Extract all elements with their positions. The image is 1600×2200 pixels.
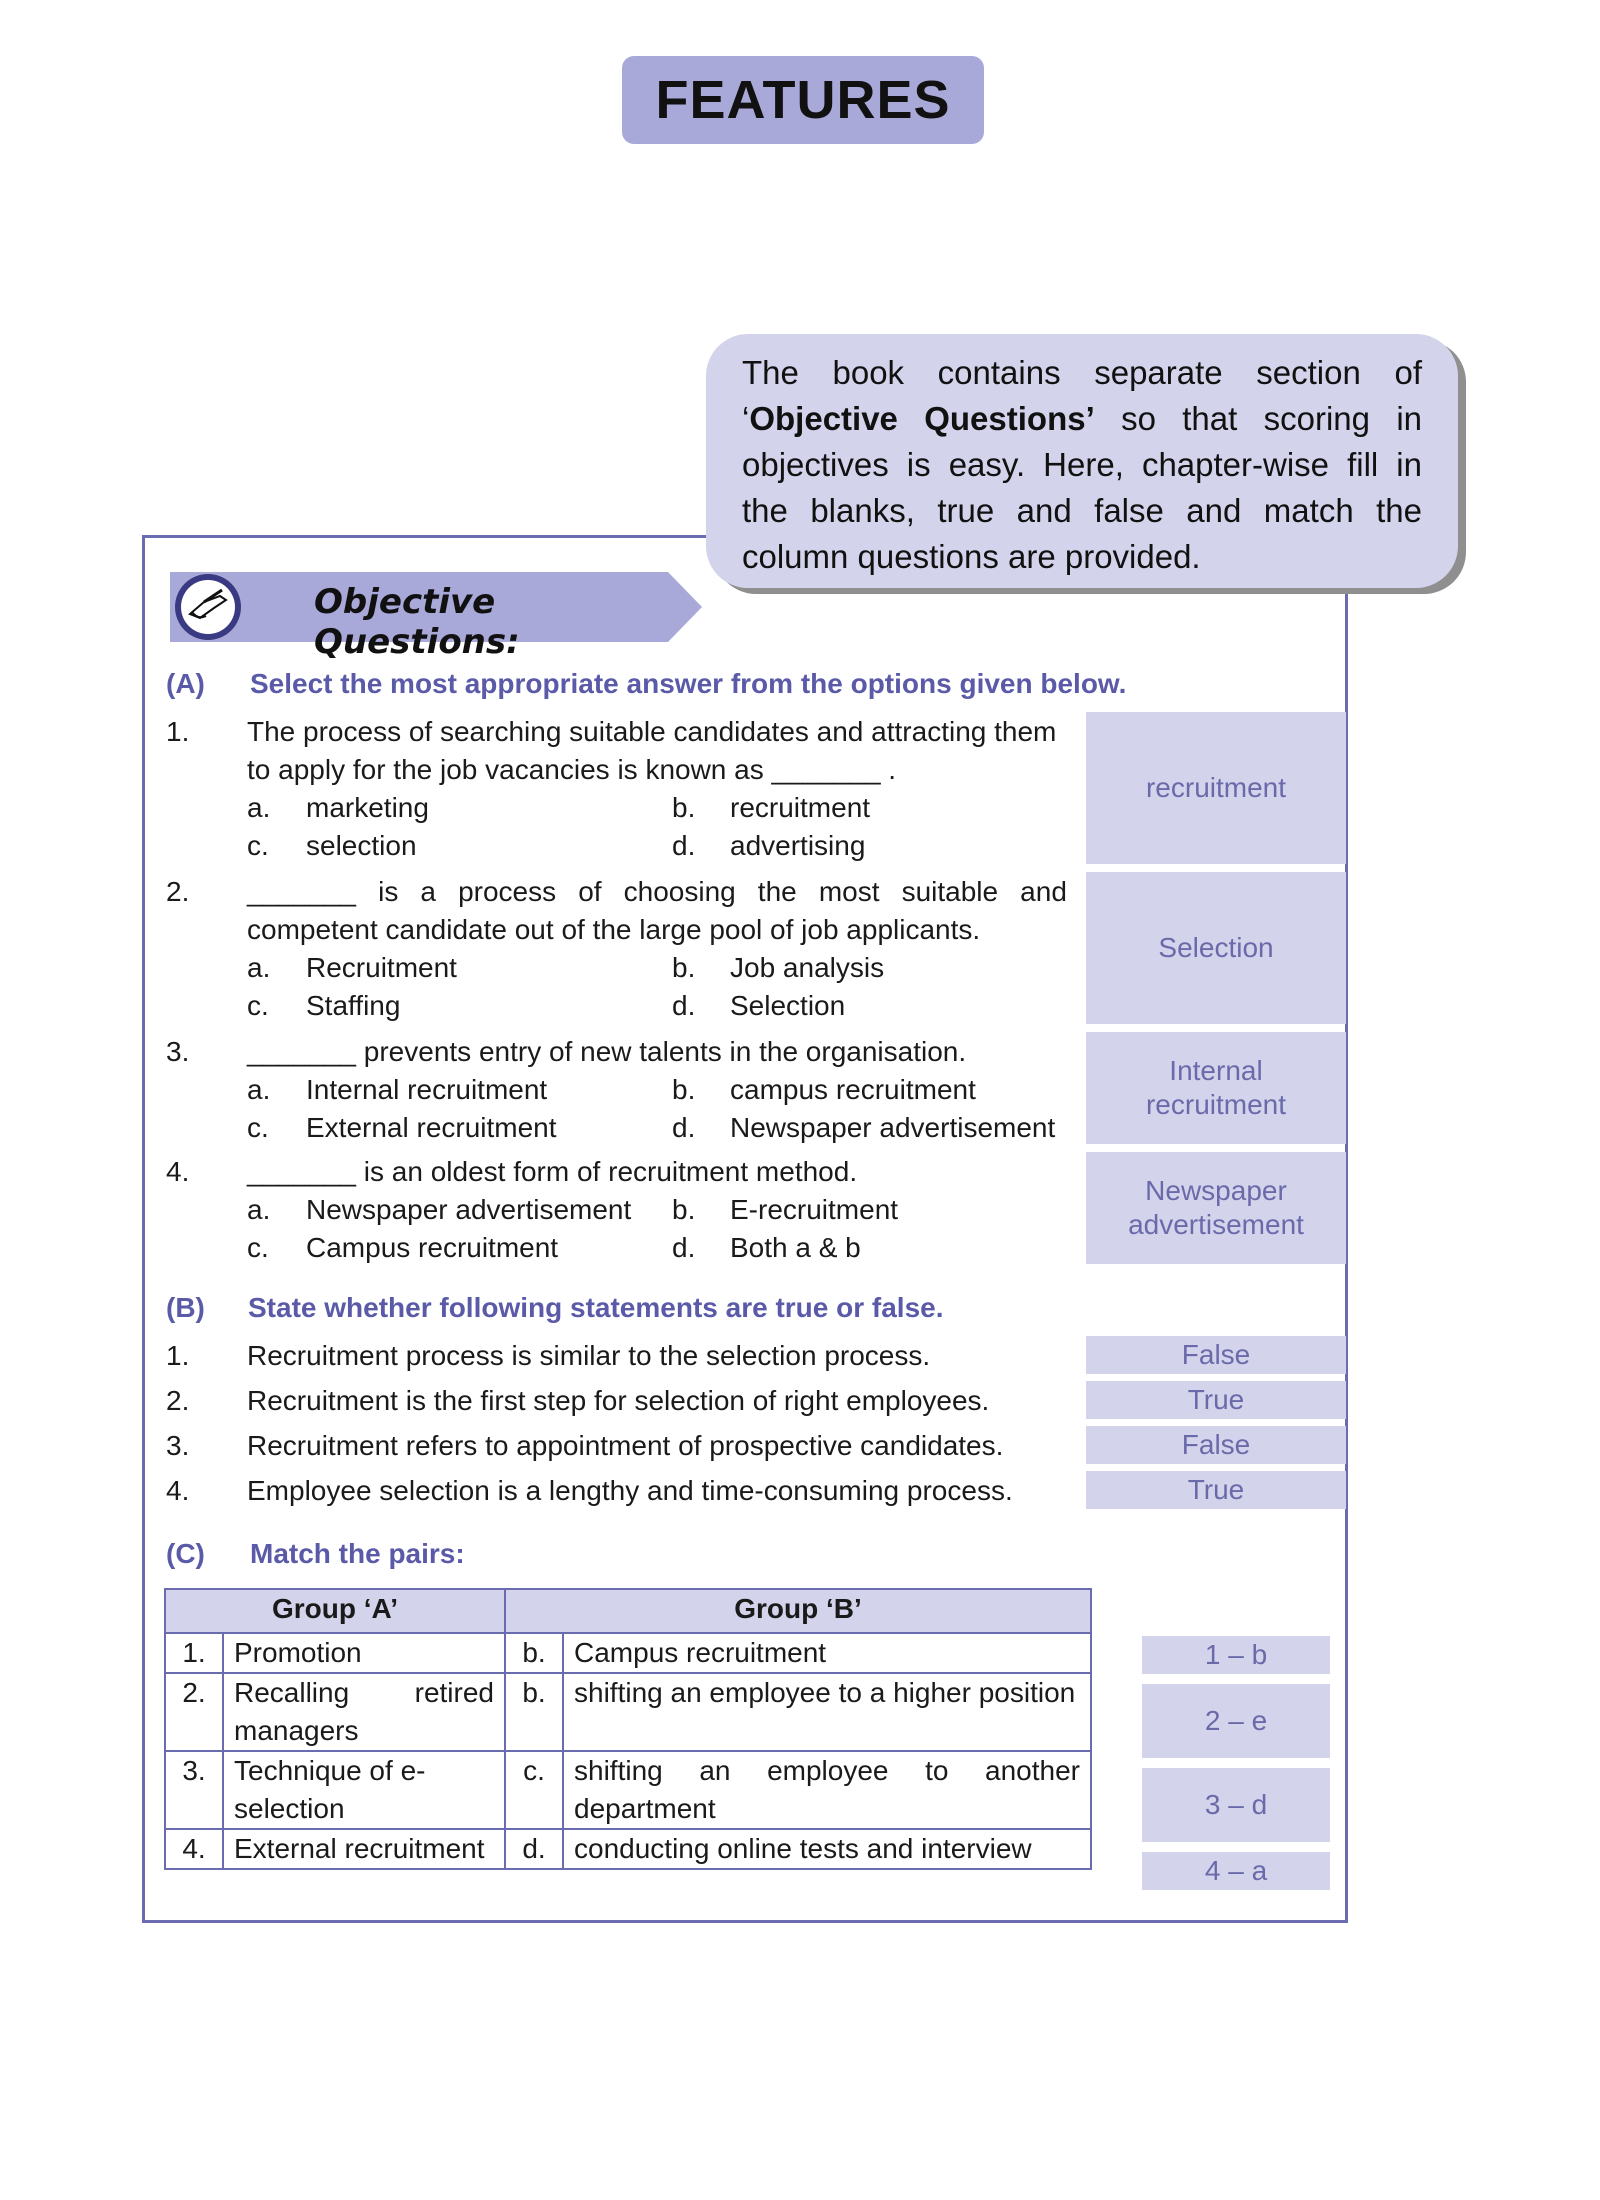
q3-option-d: Newspaper advertisement: [730, 1112, 1056, 1143]
q3-number: 3.: [166, 1036, 190, 1067]
q2-answer: Selection: [1158, 932, 1274, 963]
match1-answer: 1 – b: [1204, 1639, 1268, 1670]
q2-option-b-letter: b.: [672, 952, 696, 983]
q1-line1: The process of searching suitable candidates and attracting them: [247, 716, 1057, 747]
tf4-number: 4.: [166, 1475, 190, 1506]
q3-option-a: Internal recruitment: [306, 1074, 548, 1105]
match-group-b-item: shifting an employee to another department: [563, 1751, 1091, 1829]
match-row-letter: b.: [505, 1633, 563, 1673]
match3-answer-box: [1142, 1768, 1330, 1842]
q2-word: a: [420, 876, 436, 907]
q2-word: is: [378, 876, 399, 907]
group-b-header: Group ‘B’: [505, 1589, 1091, 1633]
match-row: [165, 1751, 1091, 1829]
match2-answer-box: [1142, 1684, 1330, 1758]
q3-option-c-letter: c.: [247, 1112, 269, 1143]
q1-answer-box: [1086, 712, 1346, 864]
q2-option-b: Job analysis: [730, 952, 885, 983]
section-a-text: Select the most appropriate answer from the options given below.: [250, 668, 1127, 699]
section-c-text: Match the pairs:: [250, 1538, 465, 1569]
q1-option-b: recruitment: [730, 792, 871, 823]
match-group-b-item: shifting an employee to a higher position: [563, 1673, 1091, 1751]
match-row-letter: d.: [505, 1829, 563, 1869]
match-row-letter: c.: [505, 1751, 563, 1829]
match-group-b-item: Campus recruitment: [563, 1633, 1091, 1673]
q2-option-d-letter: d.: [672, 990, 696, 1021]
q4-option-d: Both a & b: [730, 1232, 861, 1263]
match4-answer: 4 – a: [1204, 1855, 1268, 1886]
tf2-number: 2.: [166, 1385, 190, 1416]
q4-option-b-letter: b.: [672, 1194, 696, 1225]
q1-answer: recruitment: [1145, 772, 1287, 803]
tf2-text: Recruitment is the first step for selection of right employees.: [247, 1385, 990, 1416]
q1-option-a: marketing: [306, 792, 429, 823]
q4-answer-line1: Newspaper: [1145, 1175, 1287, 1206]
match-group-a-item: Recalling retired managers: [223, 1673, 505, 1751]
q2-word: process: [458, 876, 557, 907]
q2-word: _______: [247, 876, 357, 907]
q2-word: the: [757, 876, 797, 907]
tf2-answer: True: [1187, 1384, 1245, 1415]
match-row: [165, 1829, 1091, 1869]
match-header-row: [165, 1589, 1091, 1633]
q4-option-a-letter: a.: [247, 1194, 271, 1225]
q2-option-a: Recruitment: [306, 952, 457, 983]
q1-option-c: selection: [306, 830, 417, 861]
q2-line2: competent candidate out of the large pool of job applicants.: [247, 914, 981, 945]
q1-option-a-letter: a.: [247, 792, 271, 823]
match-group-a-item: Promotion: [223, 1633, 505, 1673]
match-row-number: 3.: [165, 1751, 223, 1829]
tf3-answer-box: [1086, 1426, 1346, 1464]
q2-word: most: [818, 876, 880, 907]
tf3-text: Recruitment refers to appointment of prospective candidates.: [247, 1430, 1004, 1461]
match3-answer: 3 – d: [1204, 1789, 1268, 1820]
q2-line1: [247, 876, 1067, 908]
q2-number: 2.: [166, 876, 190, 907]
q2-option-c-letter: c.: [247, 990, 269, 1021]
q3-option-c: External recruitment: [306, 1112, 557, 1143]
q1-option-d: advertising: [730, 830, 866, 861]
match1-answer-box: [1142, 1636, 1330, 1674]
q1-option-c-letter: c.: [247, 830, 269, 861]
tf4-answer: True: [1187, 1474, 1245, 1505]
features-title: FEATURES: [655, 70, 951, 130]
section-a-label: (A): [166, 668, 205, 699]
q1-line2: to apply for the job vacancies is known as _______ .: [247, 754, 897, 785]
tf3-answer: False: [1181, 1429, 1251, 1460]
match-group-a-item: External recruitment: [223, 1829, 505, 1869]
q3-answer-line2: recruitment: [1145, 1089, 1287, 1120]
q2-option-a-letter: a.: [247, 952, 271, 983]
callout-bubble: [706, 334, 1458, 588]
match-row-number: 1.: [165, 1633, 223, 1673]
q4-answer-line2: advertisement: [1128, 1209, 1304, 1240]
q2-option-d: Selection: [730, 990, 846, 1021]
q3-line1: _______ prevents entry of new talents in the organisation.: [247, 1036, 967, 1067]
q1-option-d-letter: d.: [672, 830, 696, 861]
q4-option-c: Campus recruitment: [306, 1232, 559, 1263]
callout-text: The book contains separate section of ‘Objective Questions’ so that scoring in objectives is easy. Here, chapter-wise fill in the blanks, true and false and match the column questions are provided.: [742, 354, 1422, 575]
match-group-b-item: conducting online tests and interview: [563, 1829, 1091, 1869]
q4-option-c-letter: c.: [247, 1232, 269, 1263]
q3-option-b: campus recruitment: [730, 1074, 976, 1105]
q3-option-b-letter: b.: [672, 1074, 696, 1105]
callout-bold: Objective Questions’: [749, 400, 1095, 437]
q4-line1: _______ is an oldest form of recruitment method.: [247, 1156, 858, 1187]
q3-option-a-letter: a.: [247, 1074, 271, 1105]
match-row: [165, 1673, 1091, 1751]
objective-title: Objective Questions:: [314, 582, 520, 662]
q4-option-b: E-recruitment: [730, 1194, 899, 1225]
match2-answer: 2 – e: [1204, 1705, 1268, 1736]
q4-option-a: Newspaper advertisement: [306, 1194, 632, 1225]
tf1-number: 1.: [166, 1340, 190, 1371]
tf1-answer-box: [1086, 1336, 1346, 1374]
q3-answer-line1: Internal: [1169, 1055, 1263, 1086]
match-table: [164, 1588, 1092, 1870]
tf4-answer-box: [1086, 1471, 1346, 1509]
match-row-number: 2.: [165, 1673, 223, 1751]
match-row-number: 4.: [165, 1829, 223, 1869]
match4-answer-box: [1142, 1852, 1330, 1890]
section-c-label: (C): [166, 1538, 205, 1569]
features-banner: [622, 56, 984, 144]
q3-answer-box: [1086, 1032, 1346, 1144]
tf4-text: Employee selection is a lengthy and time-consuming process.: [247, 1475, 1013, 1506]
match-row-letter: b.: [505, 1673, 563, 1751]
pen-hand-icon: [170, 572, 246, 642]
tf3-number: 3.: [166, 1430, 190, 1461]
q4-answer-box: [1086, 1152, 1346, 1264]
q1-number: 1.: [166, 716, 190, 747]
objective-header: [170, 572, 702, 662]
q1-option-b-letter: b.: [672, 792, 696, 823]
q2-word: suitable: [901, 876, 999, 907]
group-a-header: Group ‘A’: [165, 1589, 505, 1633]
match-group-a-item: Technique of e-selection: [223, 1751, 505, 1829]
tf2-answer-box: [1086, 1381, 1346, 1419]
section-b-text: State whether following statements are true or false.: [248, 1292, 944, 1323]
q4-number: 4.: [166, 1156, 190, 1187]
tf1-answer: False: [1181, 1339, 1251, 1370]
q2-word: and: [1020, 876, 1067, 907]
q3-option-d-letter: d.: [672, 1112, 696, 1143]
q2-answer-box: [1086, 872, 1346, 1024]
q2-word: of: [578, 876, 602, 907]
tf1-text: Recruitment process is similar to the selection process.: [247, 1340, 931, 1371]
section-b-label: (B): [166, 1292, 205, 1323]
q2-option-c: Staffing: [306, 990, 401, 1021]
match-row: [165, 1633, 1091, 1673]
q4-option-d-letter: d.: [672, 1232, 696, 1263]
q2-word: choosing: [623, 876, 736, 907]
